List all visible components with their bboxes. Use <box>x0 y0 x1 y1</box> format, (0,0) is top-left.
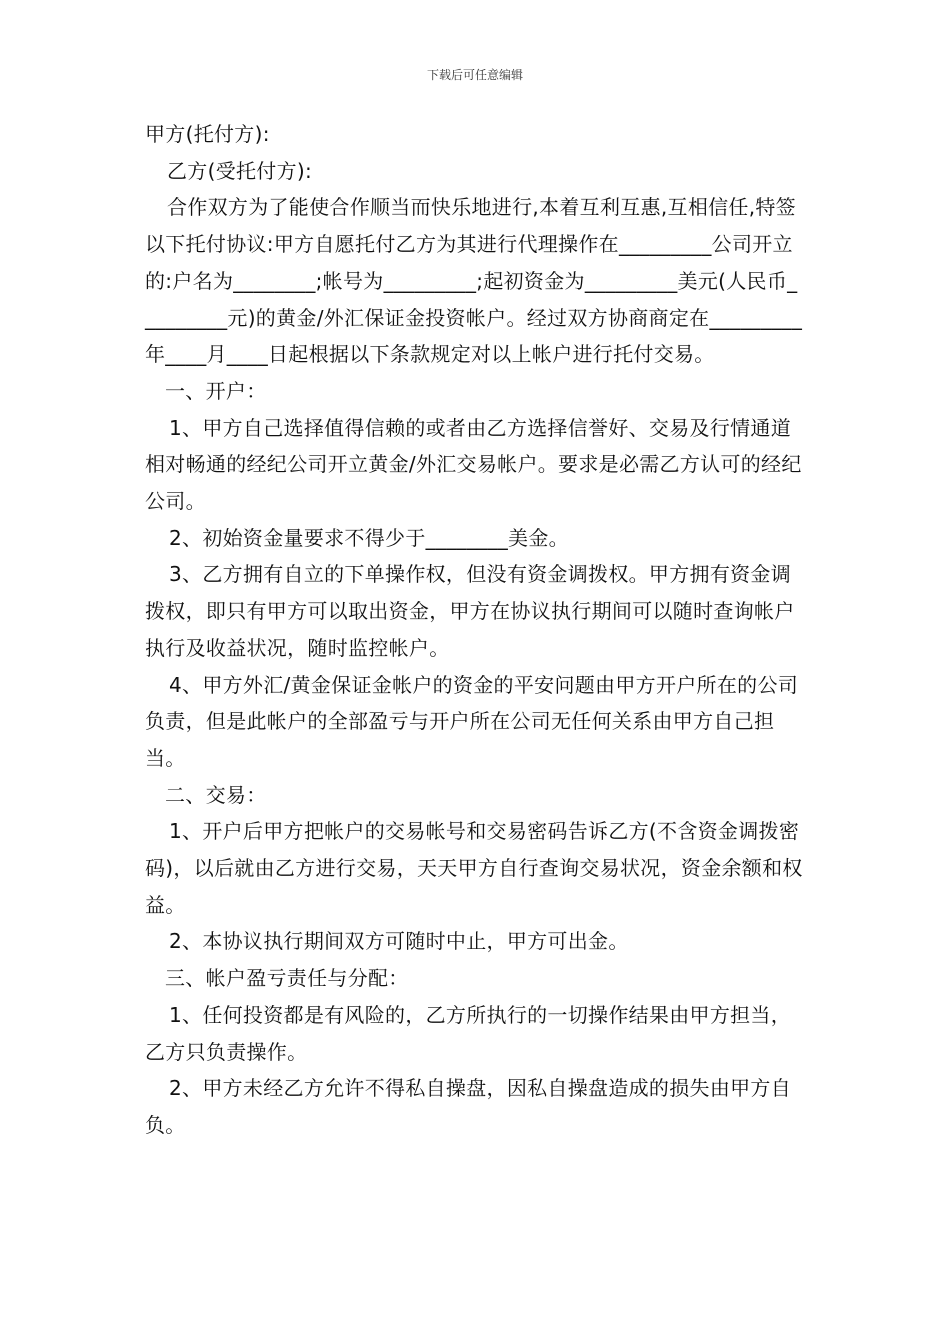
page-header: 下载后可任意编辑 <box>426 68 523 82</box>
clause-1-4: 4、甲方外汇/黄金保证金帐户的资金的平安问题由甲方开户所在的公司负责，但是此帐户的全部盈亏与开户所在公司无任何关系由甲方自己担当。 <box>145 672 799 770</box>
clause-1-3: 3、乙方拥有自立的下单操作权，但没有资金调拨权。甲方拥有资金调拨权，即只有甲方可以取出资金，甲方在协议执行期间可以随时查询帐户执行及收益状况，随时监控帐户。 <box>145 562 795 660</box>
intro-paragraph: 合作双方为了能使合作顺当而快乐地进行,本着互利互惠,互相信任,特签以下托付协议:甲方自愿托付乙方为其进行代理操作在_________公司开立的:户名为________;帐号为_________;起初资金为_________美元(人民币_________元)的黄金/外汇保证金投资帐户。经过双方协商商定在_________年____月____日起根据以下条款规定对以上帐户进行托付交易。 <box>145 195 803 367</box>
document-body <box>145 116 807 1144</box>
section-heading-trading: 二、交易： <box>165 782 267 807</box>
clause-2-1: 1、开户后甲方把帐户的交易帐号和交易密码告诉乙方(不含资金调拨密码)，以后就由乙方进行交易，天天甲方自行查询交易状况，资金余额和权益。 <box>145 819 803 917</box>
section-heading-account-opening: 一、开户： <box>165 378 267 403</box>
party-b-line: 乙方(受托付方): <box>167 158 313 183</box>
clause-2-2: 2、本协议执行期间双方可随时中止，甲方可出金。 <box>169 929 629 954</box>
clause-1-1: 1、甲方自己选择值得信赖的或者由乙方选择信誉好、交易及行情通道相对畅通的经纪公司开立黄金/外汇交易帐户。要求是必需乙方认可的经纪公司。 <box>145 415 802 514</box>
section-heading-profit-loss: 三、帐户盈亏责任与分配： <box>165 966 409 991</box>
clause-1-2: 2、初始资金量要求不得少于________美金。 <box>169 525 569 550</box>
clause-3-2: 2、甲方未经乙方允许不得私自操盘，因私自操盘造成的损失由甲方自负。 <box>145 1076 792 1137</box>
party-a-line: 甲方(托付方): <box>145 122 270 146</box>
clause-3-1: 1、任何投资都是有风险的，乙方所执行的一切操作结果由甲方担当，乙方只负责操作。 <box>145 1002 792 1064</box>
